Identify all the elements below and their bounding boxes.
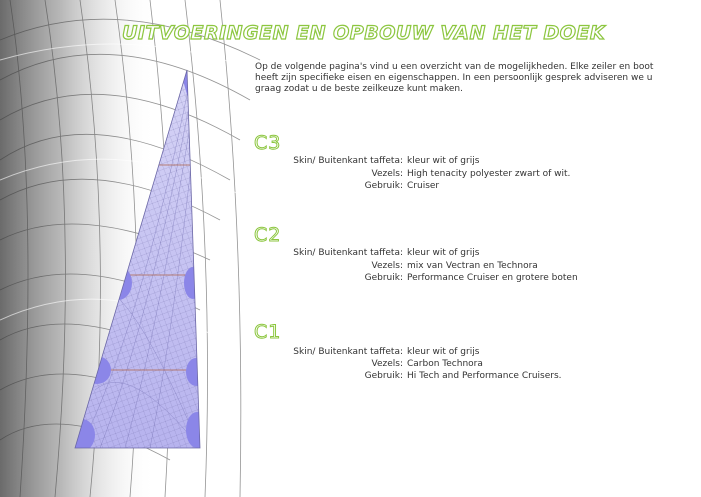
section-code: C3: [254, 132, 282, 154]
spec-value: High tenacity polyester zwart of wit.: [407, 169, 571, 179]
spec-value: kleur wit of grijs: [407, 248, 480, 258]
section-code: C1: [254, 321, 282, 343]
spec-label: Skin/ Buitenkant taffeta:: [293, 248, 403, 258]
spec-row-usage: [0, 181, 701, 192]
spec-value: kleur wit of grijs: [407, 347, 480, 357]
spec-row-usage: [0, 371, 701, 382]
spec-label: Vezels:: [371, 261, 403, 271]
spec-label: Gebruik:: [364, 181, 403, 191]
spec-row-skin: [0, 156, 701, 167]
spec-value: Hi Tech and Performance Cruisers.: [407, 371, 562, 381]
page-title: UITVOERINGEN EN OPBOUW VAN HET DOEK: [122, 22, 606, 44]
spec-row-skin: [0, 347, 701, 358]
spec-value: Cruiser: [407, 181, 440, 191]
spec-row-fibers: [0, 261, 701, 272]
spec-label: Vezels:: [371, 169, 403, 179]
spec-value: mix van Vectran en Technora: [407, 261, 538, 271]
spec-label: Skin/ Buitenkant taffeta:: [293, 347, 403, 357]
spec-value: Performance Cruiser en grotere boten: [407, 273, 578, 283]
spec-value: kleur wit of grijs: [407, 156, 480, 166]
spec-label: Vezels:: [371, 359, 403, 369]
spec-row-fibers: [0, 359, 701, 370]
spec-row-skin: [0, 248, 701, 259]
spec-row-usage: [0, 273, 701, 284]
spec-label: Gebruik:: [364, 273, 403, 283]
spec-label: Skin/ Buitenkant taffeta:: [293, 156, 403, 166]
section-code: C2: [254, 224, 282, 246]
spec-value: Carbon Technora: [407, 359, 483, 369]
intro-paragraph: Op de volgende pagina's vind u een overzicht van de mogelijkheden. Elke zeiler en boot heeft zijn specifieke eisen en eigenschappen. In een persoonlijk gesprek adviseren we u graag zodat u de beste zeilkeuze kunt maken.: [255, 62, 654, 94]
spec-label: Gebruik:: [364, 371, 403, 381]
spec-row-fibers: [0, 169, 701, 180]
